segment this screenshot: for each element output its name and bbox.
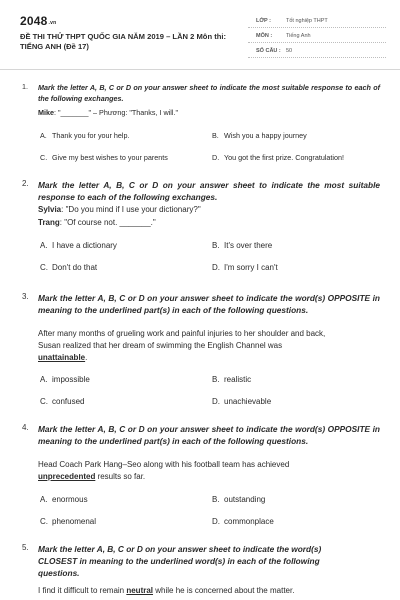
option-d[interactable]: D. You got the first prize. Congratulation! bbox=[212, 153, 344, 162]
site-logo[interactable] bbox=[20, 14, 56, 28]
meta-class bbox=[248, 14, 386, 28]
question-instruction: Mark the letter A, B, C or D on your answer sheet to indicate the word(s) CLOSEST in meaning to the underlined word(s) in each of the following questions. bbox=[38, 544, 322, 578]
question-number: 1. bbox=[22, 82, 28, 91]
option-a[interactable]: A. enormous bbox=[40, 495, 88, 504]
meta-class-value: Tốt nghiệp THPT bbox=[286, 18, 328, 24]
question-instruction: Mark the letter A, B, C or D on your answer sheet to indicate the most suitable response to each of the following exchanges. bbox=[38, 83, 380, 103]
meta-class-key: LỚP : bbox=[256, 18, 271, 24]
dialogue-line bbox=[38, 218, 156, 227]
question-number: 4. bbox=[22, 423, 29, 432]
option-c[interactable]: C. Don't do that bbox=[40, 263, 98, 272]
logo-text: 2048 bbox=[20, 14, 48, 28]
dialogue-text: : "Do you mind if I use your dictionary?" bbox=[61, 205, 201, 214]
option-c[interactable]: C. Give my best wishes to your parents bbox=[40, 153, 168, 162]
option-c[interactable]: C. confused bbox=[40, 397, 85, 406]
meta-count-key: SỐ CÂU : bbox=[256, 48, 281, 54]
passage-line: I find it difficult to remain neutral while he is concerned about the matter. bbox=[38, 586, 295, 595]
underlined-word: unattainable bbox=[38, 353, 86, 362]
option-a[interactable]: A. impossible bbox=[40, 375, 90, 384]
option-b[interactable]: B. outstanding bbox=[212, 495, 266, 504]
option-b[interactable]: B. Wish you a happy journey bbox=[212, 131, 307, 140]
option-b[interactable]: B. realistic bbox=[212, 375, 252, 384]
passage-line: After many months of grueling work and painful injuries to her shoulder and back, bbox=[38, 329, 326, 338]
dialogue-text: : "Of course not. _______." bbox=[59, 218, 156, 227]
dialogue-line bbox=[38, 205, 201, 214]
meta-count bbox=[248, 44, 386, 58]
option-a[interactable]: A. I have a dictionary bbox=[40, 241, 117, 250]
underlined-word: unprecedented bbox=[38, 472, 96, 481]
question-instruction: Mark the letter A, B, C or D on your answer sheet to indicate the word(s) OPPOSITE in meaning to the underlined part(s) in each of the following questions. bbox=[38, 293, 380, 315]
dialogue-line bbox=[38, 108, 178, 117]
passage-line: unattainable. bbox=[38, 353, 88, 362]
exam-title-line2: TIẾNG ANH (Đề 17) bbox=[20, 42, 89, 51]
question-instruction: Mark the letter A, B, C or D on your answer sheet to indicate the word(s) OPPOSITE in meaning to the underlined part(s) in each of the following questions. bbox=[38, 424, 380, 446]
exam-title bbox=[20, 32, 240, 52]
passage-line: Susan realized that her dream of swimming the English Channel was bbox=[38, 341, 283, 350]
question-number: 3. bbox=[22, 292, 29, 301]
underlined-word: neutral bbox=[126, 586, 154, 595]
passage-line: Head Coach Park Hang–Seo along with his football team has achieved bbox=[38, 460, 290, 469]
speaker-name: Trang bbox=[38, 218, 60, 227]
exam-title-line1: ĐỀ THI THỬ THPT QUỐC GIA NĂM 2019 – LẦN 2 Môn thi: bbox=[20, 32, 226, 41]
dialogue-text: : "_______" – Phương: "Thanks, I will." bbox=[53, 108, 178, 117]
question-instruction: Mark the letter A, B, C or D on your answer sheet to indicate the most suitable response to each of the following exchanges. bbox=[38, 180, 380, 202]
question-number: 5. bbox=[22, 543, 29, 552]
meta-subject bbox=[248, 29, 386, 43]
passage-line: unprecedented results so far. bbox=[38, 472, 146, 481]
option-a[interactable]: A. Thank you for your help. bbox=[40, 131, 130, 140]
logo-suffix: .vn bbox=[48, 20, 57, 26]
exam-header bbox=[0, 0, 400, 70]
option-d[interactable]: D. I'm sorry I can't bbox=[212, 263, 278, 272]
option-c[interactable]: C. phenomenal bbox=[40, 517, 97, 526]
speaker-name: Sylvia bbox=[38, 205, 62, 214]
option-b[interactable]: B. It's over there bbox=[212, 241, 273, 250]
question-number: 2. bbox=[22, 179, 29, 188]
speaker-name: Mike bbox=[38, 108, 54, 117]
option-d[interactable]: D. unachievable bbox=[212, 397, 272, 406]
meta-count-value: 50 bbox=[286, 48, 293, 54]
meta-subject-value: Tiếng Anh bbox=[286, 33, 311, 39]
meta-subject-key: MÔN : bbox=[256, 33, 273, 39]
option-d[interactable]: D. commonplace bbox=[212, 517, 274, 526]
